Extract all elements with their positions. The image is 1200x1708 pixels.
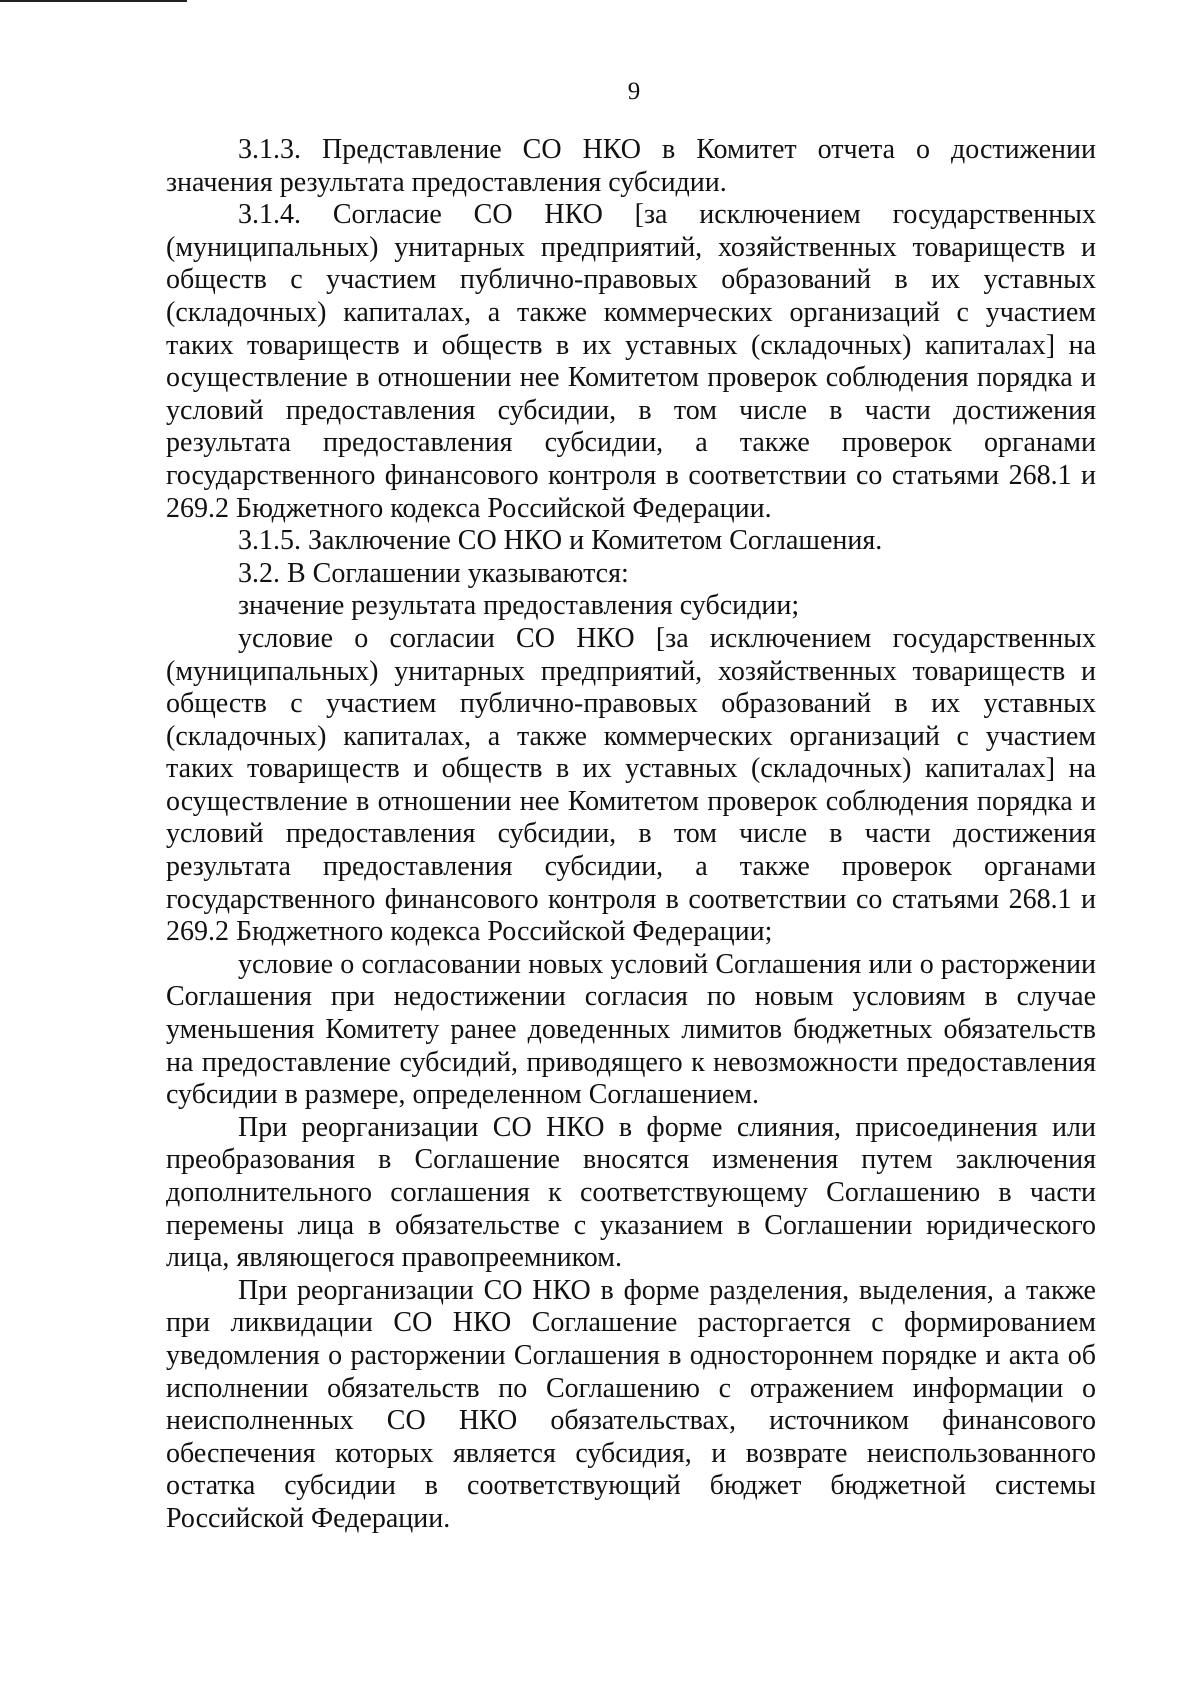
paragraph-3-1-3: 3.1.3. Представление СО НКО в Комитет отчета о достижении значения результата предоставления субсидии.: [166, 134, 1096, 198]
list-item-consent-condition: условие о согласии СО НКО [за исключением государственных (муниципальных) унитарных предприятий, хозяйственных товариществ и обществ с участием публично-правовых образований в их уставных (складочных) капиталах, а также коммерческих организаций с участием таких товариществ и обществ в их уставных (складочных) капиталах] на осуществление в отношении нее Комитетом проверок соблюдения порядка и условий предоставления субсидии, в том числе в части достижения результата предоставления субсидии, а также проверок органами государственного финансового контроля в соответствии со статьями 268.1 и 269.2 Бюджетного кодекса Российской Федерации;: [166, 622, 1096, 948]
paragraph-3-1-5: 3.1.5. Заключение СО НКО и Комитетом Соглашения.: [238, 525, 883, 557]
paragraph-3-1-4: 3.1.4. Согласие СО НКО [за исключением государственных (муниципальных) унитарных предприятий, хозяйственных товариществ и обществ с участием публично-правовых образований в их уставных (складочных) капиталах, а также коммерческих организаций с участием таких товариществ и обществ в их уставных (складочных) капиталах] на осуществление в отношении нее Комитетом проверок соблюдения порядка и условий предоставления субсидии, в том числе в части достижения результата предоставления субсидии, а также проверок органами государственного финансового контроля в соответствии со статьями 268.1 и 269.2 Бюджетного кодекса Российской Федерации.: [166, 199, 1096, 524]
page-number: 9: [627, 78, 641, 105]
document-body: [166, 134, 1096, 1536]
paragraph-reorganization-merger: При реорганизации СО НКО в форме слияния, присоединения или преобразования в Соглашение вносятся изменения путем заключения дополнительного соглашения к соответствующему Соглашению в части перемены лица в обязательстве с указанием в Соглашении юридического лица, являющегося правопреемником.: [166, 1111, 1096, 1274]
paragraph-3-2: 3.2. В Соглашении указываются:: [238, 557, 629, 589]
list-item-result-value: значение результата предоставления субсидии;: [238, 590, 800, 622]
scan-edge-line: [0, 0, 187, 2]
paragraph-reorganization-division: При реорганизации СО НКО в форме разделения, выделения, а также при ликвидации СО НКО Соглашение расторгается с формированием уведомления о расторжении Соглашения в одностороннем порядке и акта об исполнении обязательств по Соглашению с отражением информации о неисполненных СО НКО обязательствах, источником финансового обеспечения которых является субсидия, и возврате неиспользованного остатка субсидии в соответствующий бюджет бюджетной системы Российской Федерации.: [166, 1274, 1096, 1534]
list-item-new-terms-condition: условие о согласовании новых условий Соглашения или о расторжении Соглашения при недостижении согласия по новым условиям в случае уменьшения Комитету ранее доведенных лимитов бюджетных обязательств на предоставление субсидий, приводящего к невозможности предоставления субсидии в размере, определенном Соглашением.: [166, 948, 1096, 1111]
